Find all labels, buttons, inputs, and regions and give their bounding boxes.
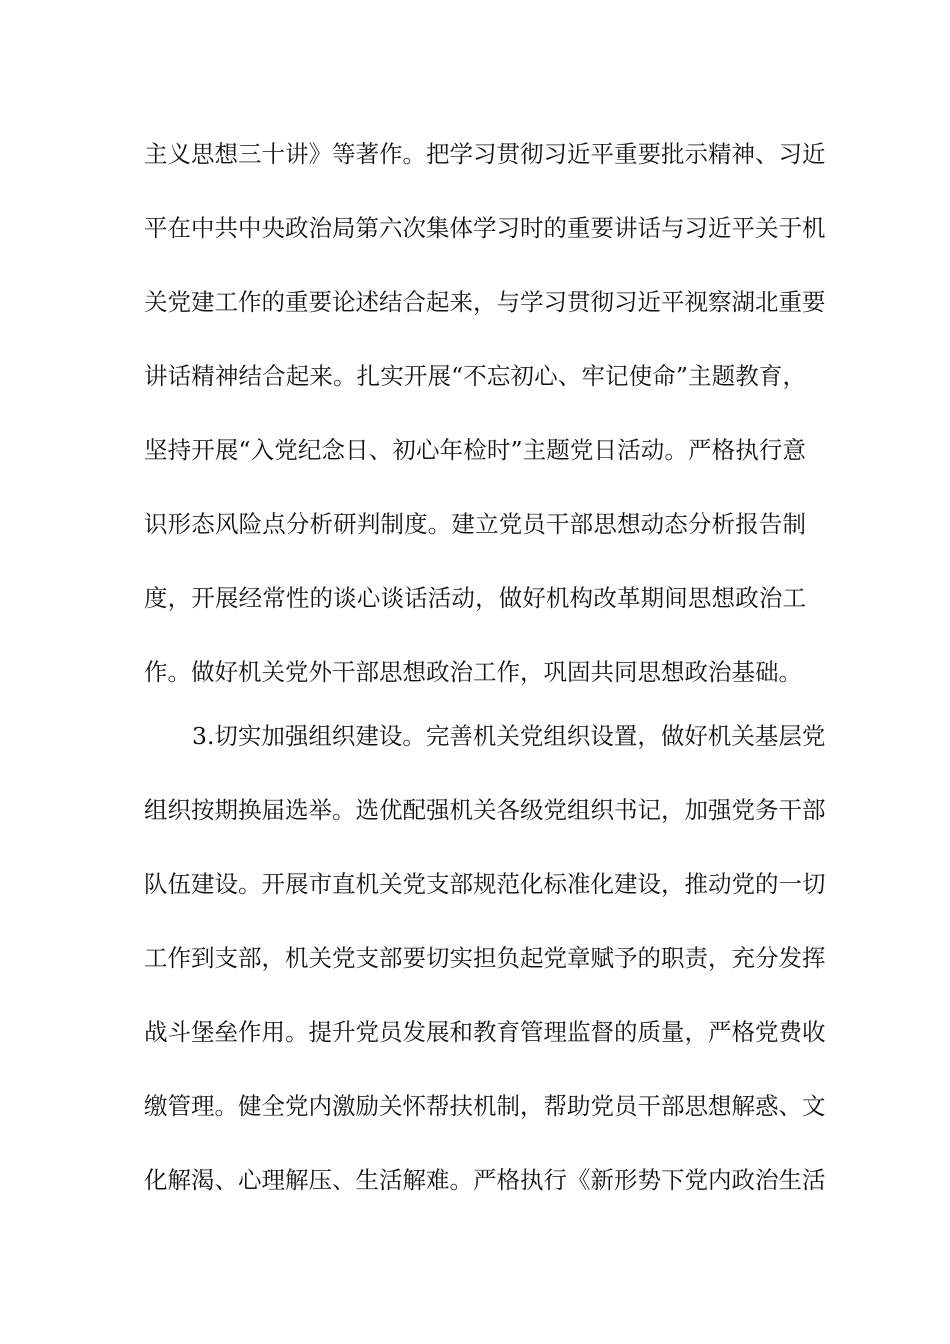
text-line: 缴管理。健全党内激励关怀帮扶机制，帮助党员干部思想解惑、文 (144, 1092, 826, 1120)
section-heading-line: 3.切实加强组织建设。完善机关党组织设置，做好机关基层党 (192, 722, 826, 750)
text-line: 坚持开展“入党纪念日、初心年检时”主题党日活动。严格执行意 (144, 436, 806, 464)
text-line: 主义思想三十讲》等著作。把学习贯彻习近平重要批示精神、习近 (144, 140, 826, 168)
text-line: 作。做好机关党外干部思想政治工作，巩固共同思想政治基础。 (144, 658, 802, 686)
text-line: 组织按期换届选举。选优配强机关各级党组织书记，加强党务干部 (144, 796, 826, 824)
text-line: 队伍建设。开展市直机关党支部规范化标准化建设，推动党的一切 (144, 870, 826, 898)
text-line: 平在中共中央政治局第六次集体学习时的重要讲话与习近平关于机 (144, 214, 826, 242)
text-line: 战斗堡垒作用。提升党员发展和教育管理监督的质量，严格党费收 (144, 1018, 826, 1046)
text-line: 化解渴、心理解压、生活解难。严格执行《新形势下党内政治生活 (144, 1166, 826, 1194)
text-line: 关党建工作的重要论述结合起来，与学习贯彻习近平视察湖北重要 (144, 288, 826, 316)
text-line: 工作到支部，机关党支部要切实担负起党章赋予的职责，充分发挥 (144, 944, 826, 972)
text-line: 识形态风险点分析研判制度。建立党员干部思想动态分析报告制 (144, 510, 806, 538)
text-line: 度，开展经常性的谈心谈话活动，做好机构改革期间思想政治工 (144, 584, 806, 612)
text-line: 讲话精神结合起来。扎实开展“不忘初心、牢记使命”主题教育， (144, 362, 806, 390)
